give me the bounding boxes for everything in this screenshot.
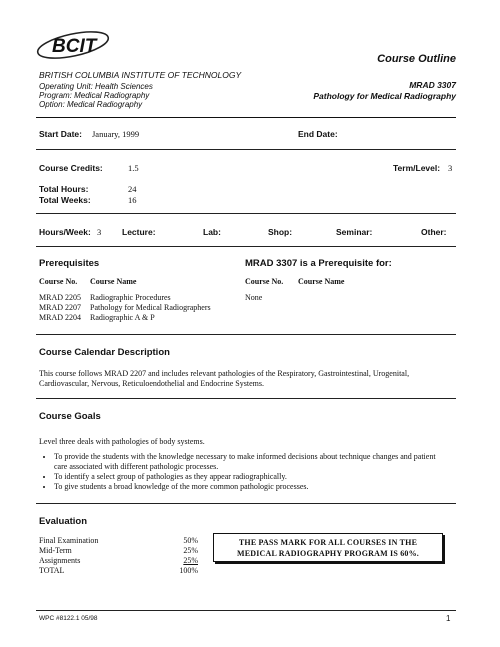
course-title: Pathology for Medical Radiography — [313, 91, 456, 101]
divider — [36, 213, 456, 214]
calendar-text: This course follows MRAD 2207 and includes relevant pathologies of the Respiratory, Gastrointestinal, Urogenital, Cardiovascular, Nervous, Reticuloendothelial and Endocrine Systems. — [39, 369, 410, 388]
hours-week-label: Hours/Week: — [39, 227, 91, 237]
term-value: 3 — [448, 163, 453, 173]
eval-value-assignments: 25% — [183, 556, 198, 565]
pass-mark-line-2: MEDICAL RADIOGRAPHY PROGRAM IS 60%. — [236, 549, 420, 558]
eval-label-assignments: Assignments — [39, 556, 81, 565]
lab-label: Lab: — [203, 227, 221, 237]
other-label: Other: — [421, 227, 447, 237]
prereq-row-2-no: MRAD 2207 — [39, 303, 82, 312]
term-label: Term/Level: — [393, 163, 441, 173]
prereq-row-1-name: Radiographic Procedures — [90, 293, 171, 302]
seminar-label: Seminar: — [336, 227, 373, 237]
page-number: 1 — [446, 614, 451, 623]
prereq-col-no: Course No. — [39, 277, 78, 286]
logo-text: BCIT — [52, 36, 97, 57]
start-date-value: January, 1999 — [92, 129, 140, 139]
footer-divider — [36, 610, 456, 611]
goal-item: • To identify a select group of pathologies as they appear radiographically. — [54, 472, 448, 482]
lecture-label: Lecture: — [122, 227, 156, 237]
evaluation-title: Evaluation — [39, 516, 88, 527]
credits-label: Course Credits: — [39, 163, 103, 173]
option: Option: Medical Radiography — [39, 100, 143, 109]
start-date-label: Start Date: — [39, 129, 82, 139]
goal-item: • To provide the students with the knowledge necessary to make informed decisions about technique changes and patient care associated with different pathologic processes. — [54, 452, 448, 472]
end-date-label: End Date: — [298, 129, 338, 139]
institution-name: BRITISH COLUMBIA INSTITUTE OF TECHNOLOGY — [39, 70, 242, 80]
eval-value-final: 50% — [183, 536, 198, 545]
eval-label-final: Final Examination — [39, 536, 99, 545]
eval-value-total: 100% — [179, 566, 198, 575]
goals-title: Course Goals — [39, 411, 101, 422]
calendar-title: Course Calendar Description — [39, 347, 170, 358]
prereq-for-col-no: Course No. — [245, 277, 284, 286]
eval-label-total: TOTAL — [39, 566, 65, 575]
goals-list — [40, 452, 448, 492]
prereq-for-title: MRAD 3307 is a Prerequisite for: — [245, 258, 392, 269]
pass-mark-notice — [213, 533, 443, 562]
prereq-row-3-no: MRAD 2204 — [39, 313, 82, 322]
doc-type: Course Outline — [377, 53, 456, 65]
weeks-label: Total Weeks: — [39, 195, 91, 205]
divider — [36, 398, 456, 399]
prereq-row-2-name: Pathology for Medical Radiographers — [90, 303, 211, 312]
prereq-for-value: None — [245, 293, 263, 302]
divider — [36, 117, 456, 118]
divider — [36, 149, 456, 150]
prereq-row-3-name: Radiographic A & P — [90, 313, 155, 322]
eval-label-midterm: Mid-Term — [39, 546, 72, 555]
prereq-title: Prerequisites — [39, 258, 100, 269]
divider — [36, 503, 456, 504]
bcit-logo — [34, 22, 112, 68]
footer-code: WPC #8122.1 05/98 — [39, 615, 98, 622]
hours-week-value: 3 — [97, 227, 102, 237]
prereq-col-name: Course Name — [90, 277, 137, 286]
prereq-for-col-name: Course Name — [298, 277, 345, 286]
divider — [36, 246, 456, 247]
shop-label: Shop: — [268, 227, 293, 237]
program: Program: Medical Radiography — [39, 91, 150, 100]
hours-label: Total Hours: — [39, 184, 89, 194]
operating-unit: Operating Unit: Health Sciences — [39, 82, 153, 91]
prereq-row-1-no: MRAD 2205 — [39, 293, 82, 302]
divider — [36, 334, 456, 335]
goals-intro: Level three deals with pathologies of body systems. — [39, 437, 205, 446]
hours-value: 24 — [128, 184, 137, 194]
course-code: MRAD 3307 — [409, 80, 456, 90]
weeks-value: 16 — [128, 195, 137, 205]
pass-mark-line-1: THE PASS MARK FOR ALL COURSES IN THE — [238, 538, 418, 547]
eval-value-midterm: 25% — [183, 546, 198, 555]
goal-item: • To give students a broad knowledge of the more common pathologic processes. — [54, 482, 448, 492]
credits-value: 1.5 — [128, 163, 139, 173]
